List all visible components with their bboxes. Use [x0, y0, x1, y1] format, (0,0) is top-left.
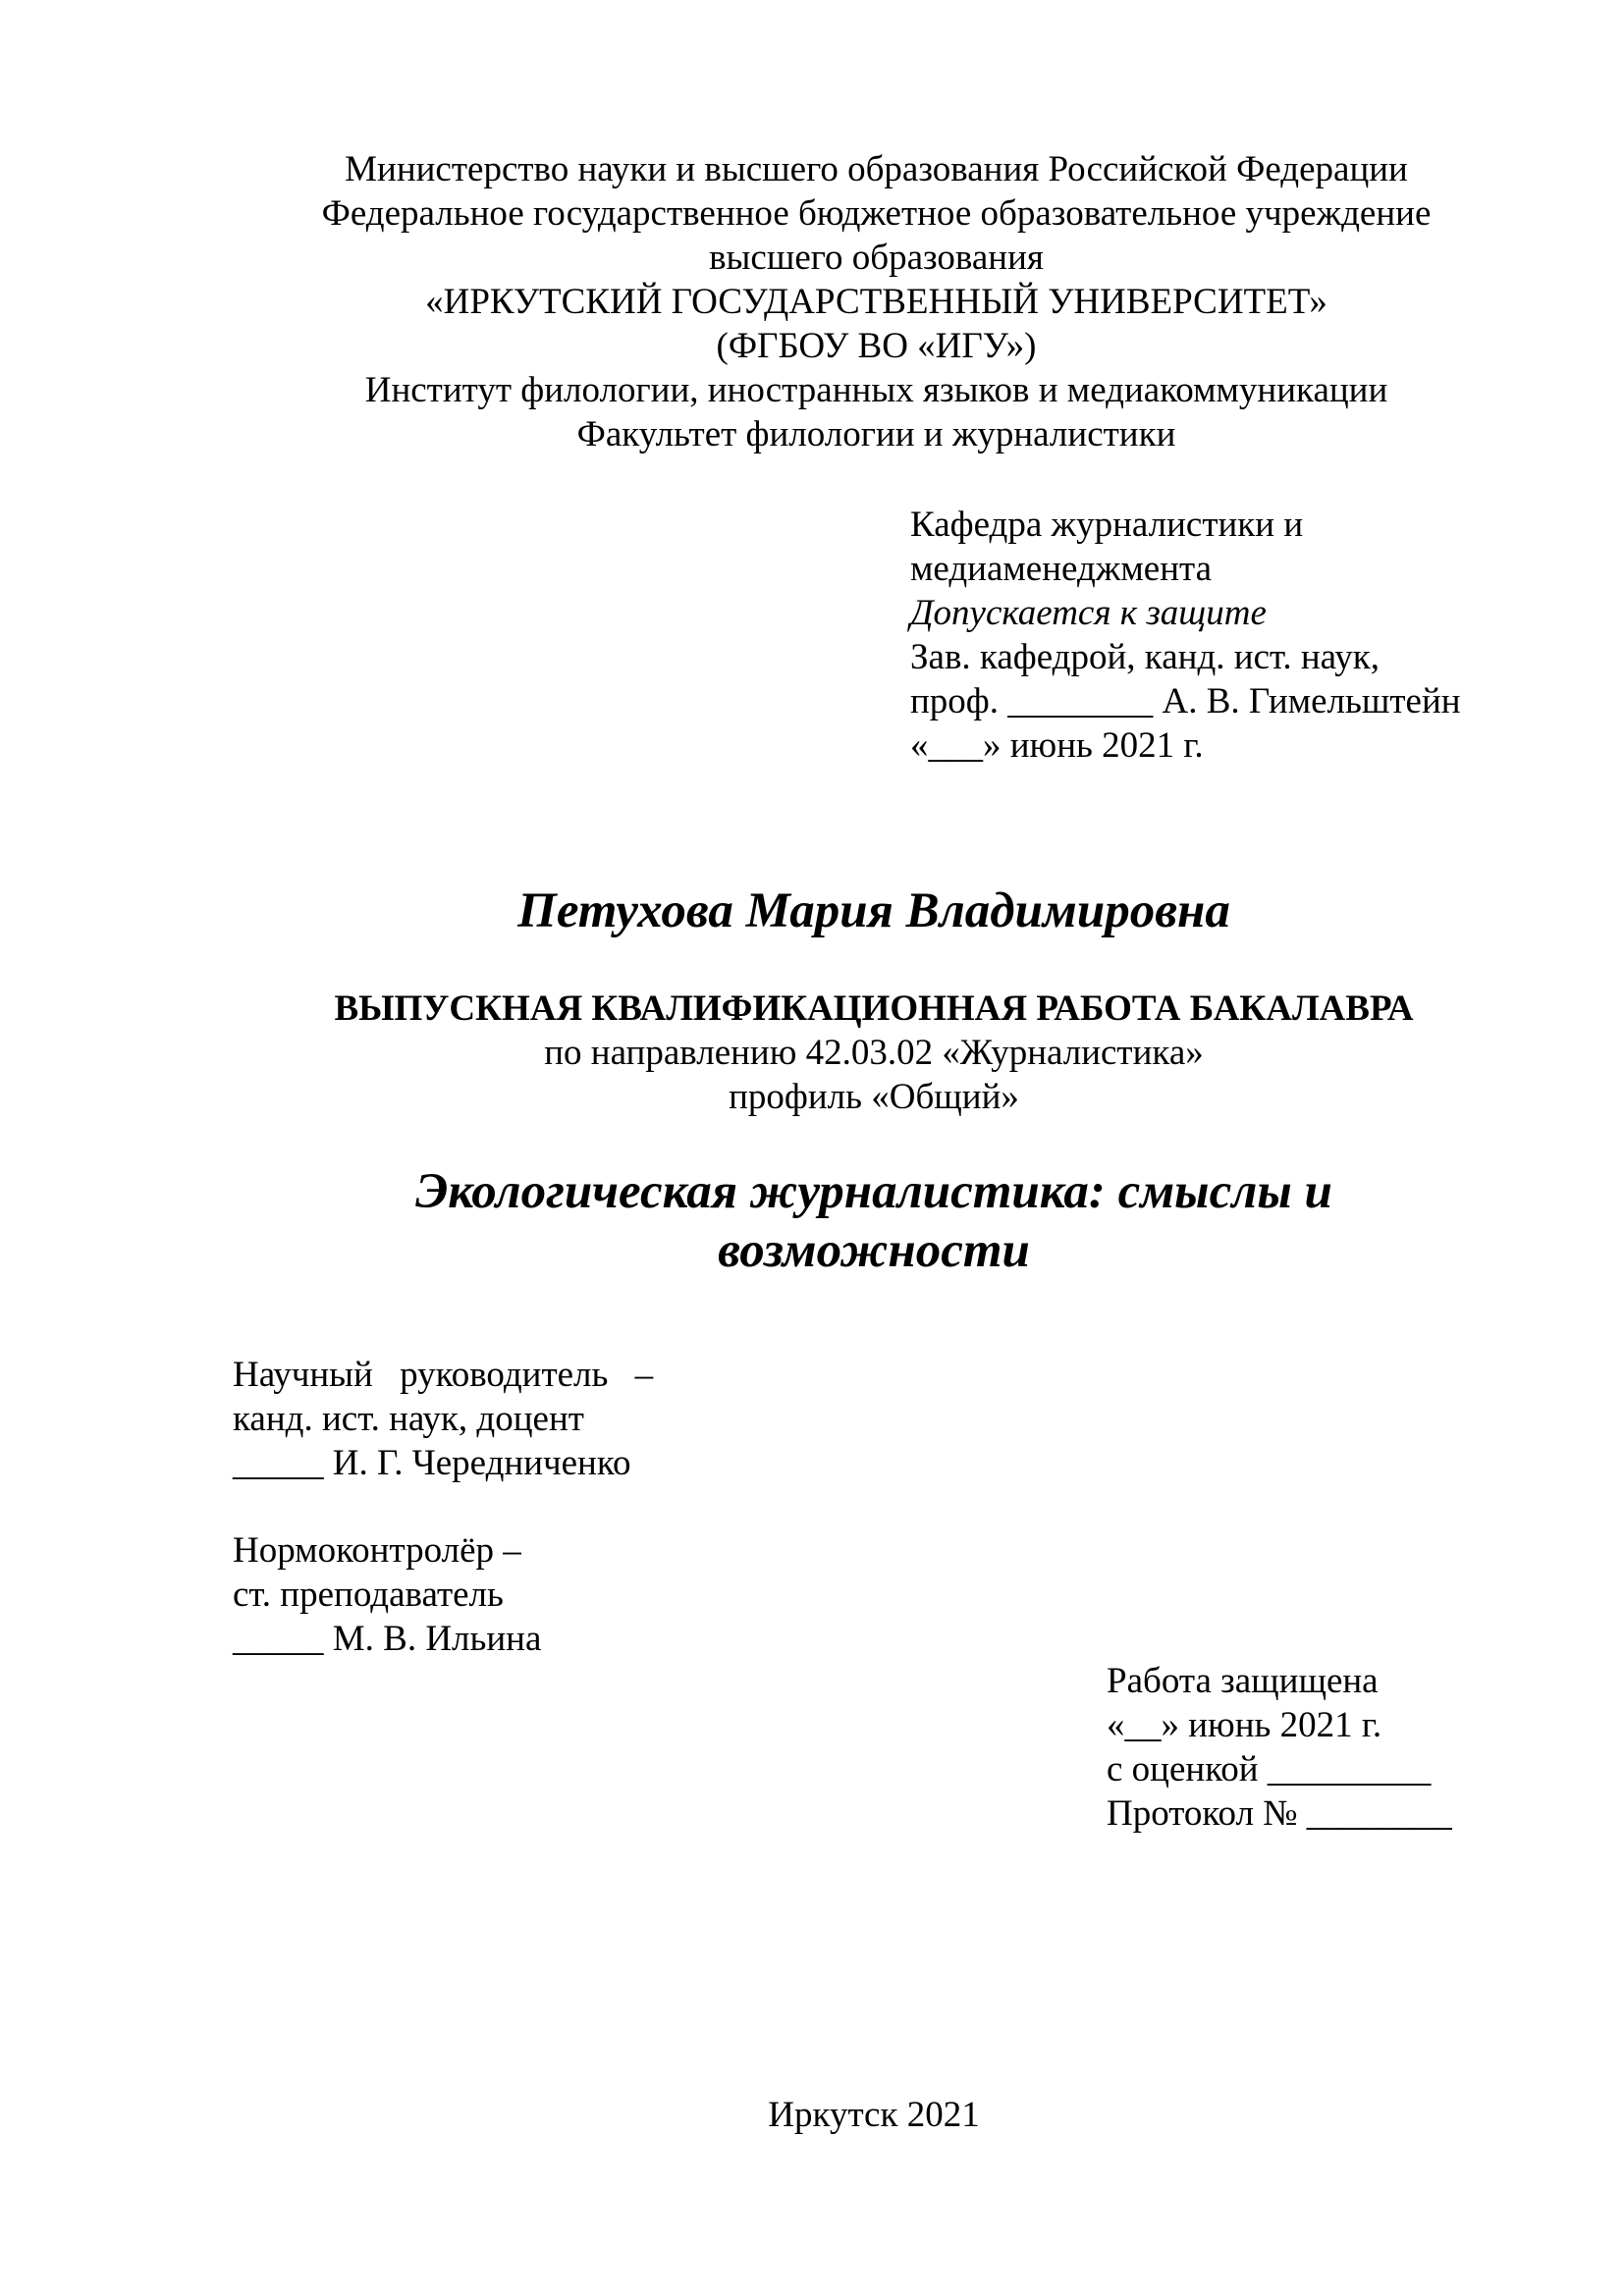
topic-line-2: возможности [718, 1223, 1030, 1278]
author-name: Петухова Мария Владимировна [517, 883, 1230, 938]
head-signature: проф. ________ А. В. Гимельштейн [910, 681, 1461, 721]
supervisor-role: Научный руководитель – [233, 1355, 654, 1395]
normcontrol-role: Нормоконтролёр – [233, 1530, 521, 1571]
university-name-line: «ИРКУТСКИЙ ГОСУДАРСТВЕННЫЙ УНИВЕРСИТЕТ» [425, 282, 1327, 322]
institution-type-line: Федеральное государственное бюджетное образовательное учреждение [321, 193, 1432, 234]
faculty-line: Факультет филологии и журналистики [576, 414, 1176, 454]
work-direction: по направлению 42.03.02 «Журналистика» [544, 1033, 1204, 1073]
institution-header [196, 147, 1556, 456]
supervisor-signature: _____ И. Г. Чередниченко [233, 1443, 631, 1483]
approval-date: «___» июнь 2021 г. [910, 725, 1204, 766]
defense-grade: с оценкой _________ [1107, 1749, 1432, 1789]
department-line-1: Кафедра журналистики и [910, 505, 1304, 545]
work-type-block [0, 987, 1624, 1119]
university-abbr-line: (ФГБОУ ВО «ИГУ») [716, 326, 1037, 366]
defense-date: «__» июнь 2021 г. [1107, 1705, 1382, 1745]
normcontrol-signature: _____ М. В. Ильина [233, 1619, 542, 1659]
city-year: Иркутск 2021 [768, 2095, 980, 2135]
defense-status: Работа защищена [1107, 1661, 1379, 1701]
institute-line: Институт филологии, иностранных языков и медиакоммуникации [364, 370, 1388, 410]
defense-protocol: Протокол № ________ [1107, 1793, 1452, 1834]
defense-block [1107, 1659, 1452, 1836]
ministry-line: Министерство науки и высшего образования Российской Федерации [345, 149, 1408, 189]
approval-block [910, 503, 1461, 768]
supervisor-block [233, 1353, 653, 1485]
supervisor-degree: канд. ист. наук, доцент [233, 1399, 584, 1439]
normcontrol-block [233, 1528, 541, 1661]
work-type: ВЫПУСКНАЯ КВАЛИФИКАЦИОННАЯ РАБОТА БАКАЛАВРА [334, 988, 1414, 1029]
department-line-2: медиаменеджмента [910, 549, 1213, 589]
thesis-topic [0, 1162, 1624, 1280]
normcontrol-position: ст. преподаватель [233, 1575, 504, 1615]
head-title: Зав. кафедрой, канд. ист. наук, [910, 637, 1380, 677]
topic-line-1: Экологическая журналистика: смыслы и [415, 1164, 1332, 1219]
admission-label: Допускается к защите [910, 593, 1267, 633]
work-profile: профиль «Общий» [729, 1077, 1019, 1117]
education-level-line: высшего образования [709, 238, 1044, 278]
